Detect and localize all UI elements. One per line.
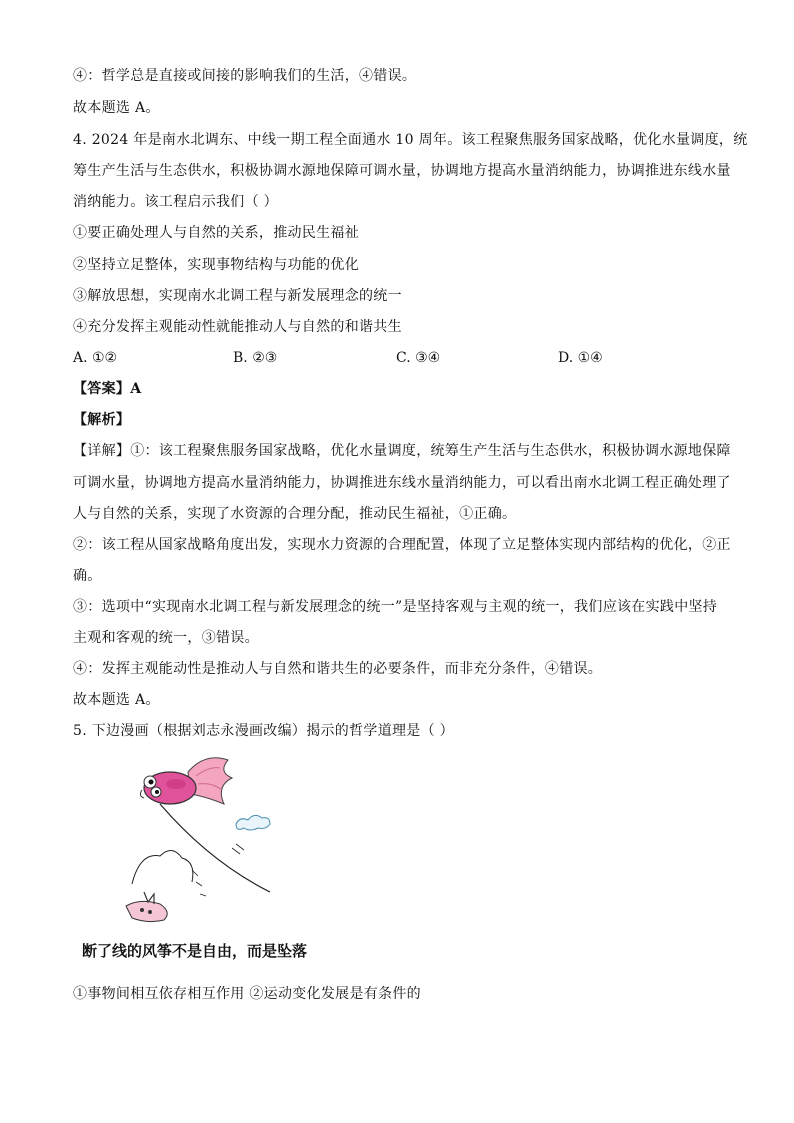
q4-statement-3: ③解放思想，实现南水北调工程与新发展理念的统一 [73,288,402,304]
q4-stem-line-3: 消纳能力。该工程启示我们（ ） [73,194,278,210]
q4-detail-line-9: 故本题选 A。 [73,692,160,708]
q4-statement-2: ②坚持立足整体，实现事物结构与功能的优化 [73,257,359,273]
q3-conclusion: 故本题选 A。 [73,100,160,116]
q4-detail-line-1: 【详解】①：该工程聚焦服务国家战略，优化水量调度，统筹生产生活与生态供水，积极协调水源地保障 [73,443,731,459]
q4-option-c: C. ③④ [396,350,441,366]
q4-option-d: D. ①④ [558,350,603,366]
q4-detail-line-8: ④：发挥主观能动性是推动人与自然和谐共生的必要条件，而非充分条件，④错误。 [73,661,603,677]
q4-analysis-heading: 【解析】 [73,412,131,428]
q3-statement-4: ④：哲学总是直接或间接的影响我们的生活，④错误。 [73,68,417,84]
q4-detail-line-5: 确。 [73,568,102,584]
kite-cartoon [120,752,340,932]
q5-stem: 5. 下边漫画（根据刘志永漫画改编）揭示的哲学道理是（ ） [73,723,454,739]
q4-stem-line-1: 4. 2024 年是南水北调东、中线一期工程全面通水 10 周年。该工程聚焦服务国家战略，优化水量调度，统 [73,132,748,148]
q4-option-b: B. ②③ [233,350,278,366]
cartoon-caption: 断了线的风筝不是自由，而是坠落 [82,942,308,960]
q4-statement-4: ④充分发挥主观能动性就能推动人与自然的和谐共生 [73,319,402,335]
q4-detail-line-6: ③：选项中“实现南水北调工程与新发展理念的统一”是坚持客观与主观的统一，我们应该在实践中坚持 [73,599,718,615]
q5-statements: ①事物间相互依存相互作用 ②运动变化发展是有条件的 [73,986,421,1002]
q4-detail-line-3: 人与自然的关系，实现了水资源的合理分配，推动民生福祉，①正确。 [73,506,517,522]
q4-detail-line-7: 主观和客观的统一，③错误。 [73,630,259,646]
q4-option-a: A. ①② [73,350,118,366]
q4-stem-line-2: 筹生产生活与生态供水，积极协调水源地保障可调水量，协调地方提高水量消纳能力，协调推进东线水量 [73,163,731,179]
q4-statement-1: ①要正确处理人与自然的关系，推动民生福祉 [73,225,359,241]
q4-detail-line-4: ②：该工程从国家战略角度出发，实现水力资源的合理配置，体现了立足整体实现内部结构的优化，②正 [73,537,731,553]
q4-answer: 【答案】A [73,381,142,397]
q4-detail-line-2: 可调水量，协调地方提高水量消纳能力，协调推进东线水量消纳能力，可以看出南水北调工程正确处理了 [73,475,731,491]
